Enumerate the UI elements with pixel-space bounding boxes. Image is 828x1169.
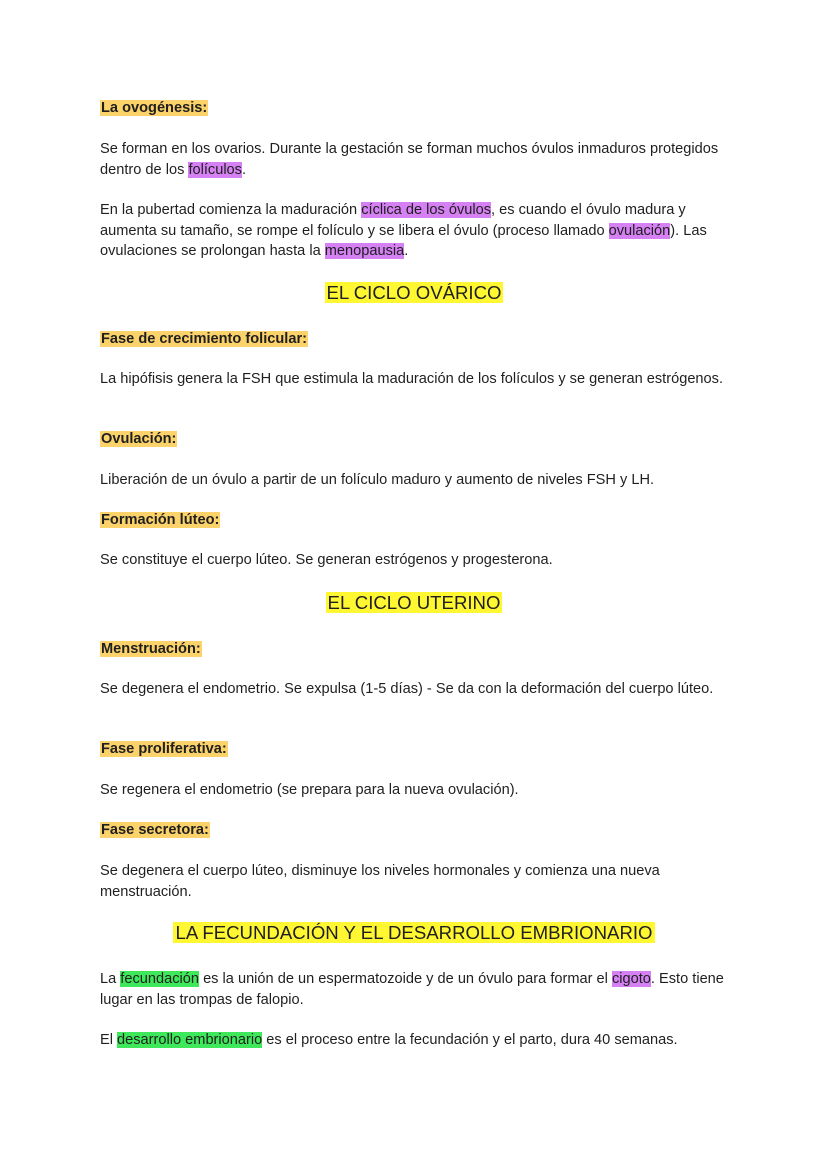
text-run: . [404, 243, 409, 259]
text-run: En la pubertad comienza la maduración [100, 202, 362, 218]
menstruacion-heading-line [100, 639, 730, 660]
highlight-ovulacion: ovulación [608, 222, 671, 239]
ciclo-ovarico-title: EL CICLO OVÁRICO [326, 282, 502, 303]
highlight-menopausia: menopausia [324, 243, 405, 259]
fecundacion-title-line [0, 921, 828, 946]
ovogenesis-paragraph-1 [100, 139, 730, 180]
menstruacion-heading: Menstruación: [101, 641, 201, 657]
crecimiento-heading-line [100, 329, 730, 350]
secretora-text: Se degenera el cuerpo lúteo, disminuye los niveles hormonales y comienza una nueva menstruación. [100, 863, 660, 900]
highlight-foliculos: folículos [188, 161, 242, 178]
text-run: Se forman en los ovarios. Durante la gestación se forman muchos óvulos inmaduros protegidos dentro de los [100, 141, 719, 178]
ovulacion-heading: Ovulación: [101, 431, 177, 447]
ovogenesis-paragraph-2 [100, 200, 730, 262]
fecundacion-paragraph-2 [100, 1030, 730, 1051]
highlight-ciclica-ovulos: cíclica de los óvulos [361, 202, 492, 218]
ovogenesis-heading: La ovogénesis: [101, 100, 208, 116]
ovulacion-text: Liberación de un óvulo a partir de un folículo maduro y aumento de niveles FSH y LH. [100, 472, 655, 488]
proliferativa-heading: Fase proliferativa: [101, 741, 227, 757]
crecimiento-heading: Fase de crecimiento folicular: [101, 331, 308, 347]
ciclo-uterino-title-line [0, 591, 828, 616]
luteo-text: Se constituye el cuerpo lúteo. Se generan estrógenos y progesterona. [100, 552, 553, 568]
proliferativa-text: Se regenera el endometrio (se prepara para la nueva ovulación). [100, 782, 519, 798]
luteo-heading-line [100, 510, 730, 531]
text-run: . [241, 161, 247, 178]
ciclo-ovarico-title-line [0, 281, 828, 306]
crecimiento-text: La hipófisis genera la FSH que estimula la maduración de los folículos y se generan estrógenos. [100, 371, 724, 387]
secretora-heading: Fase secretora: [101, 822, 209, 838]
highlight-desarrollo-embrionario: desarrollo embrionario [117, 1032, 263, 1048]
text-run: es la unión de un espermatozoide y de un óvulo para formar el [199, 971, 612, 987]
text-run: , es cuando el óvulo madura y aumenta su tamaño, se rompe el folículo y se libera el óvulo (proceso llamado [100, 202, 686, 239]
highlight-cigoto: cigoto [611, 971, 651, 987]
ciclo-uterino-title: EL CICLO UTERINO [327, 592, 501, 613]
ovogenesis-heading-line [100, 98, 730, 119]
proliferativa-heading-line [100, 739, 730, 760]
text-run: ). Las ovulaciones se prolongan hasta la [100, 222, 707, 259]
highlight-fecundacion: fecundación [120, 971, 200, 987]
menstruacion-text: Se degenera el endometrio. Se expulsa (1-5 días) - Se da con la deformación del cuerpo lúteo. [100, 681, 714, 697]
text-run: El [100, 1032, 118, 1048]
text-run: La [100, 971, 121, 987]
fecundacion-paragraph-1 [100, 969, 730, 1010]
secretora-heading-line [100, 820, 730, 841]
luteo-heading: Formación lúteo: [101, 512, 220, 528]
fecundacion-title: LA FECUNDACIÓN Y EL DESARROLLO EMBRIONARIO [175, 922, 653, 943]
text-run: es el proceso entre la fecundación y el parto, dura 40 semanas. [262, 1032, 678, 1048]
ovulacion-heading-line [100, 429, 730, 450]
text-run: . Esto tiene lugar en las trompas de falopio. [100, 971, 724, 1008]
